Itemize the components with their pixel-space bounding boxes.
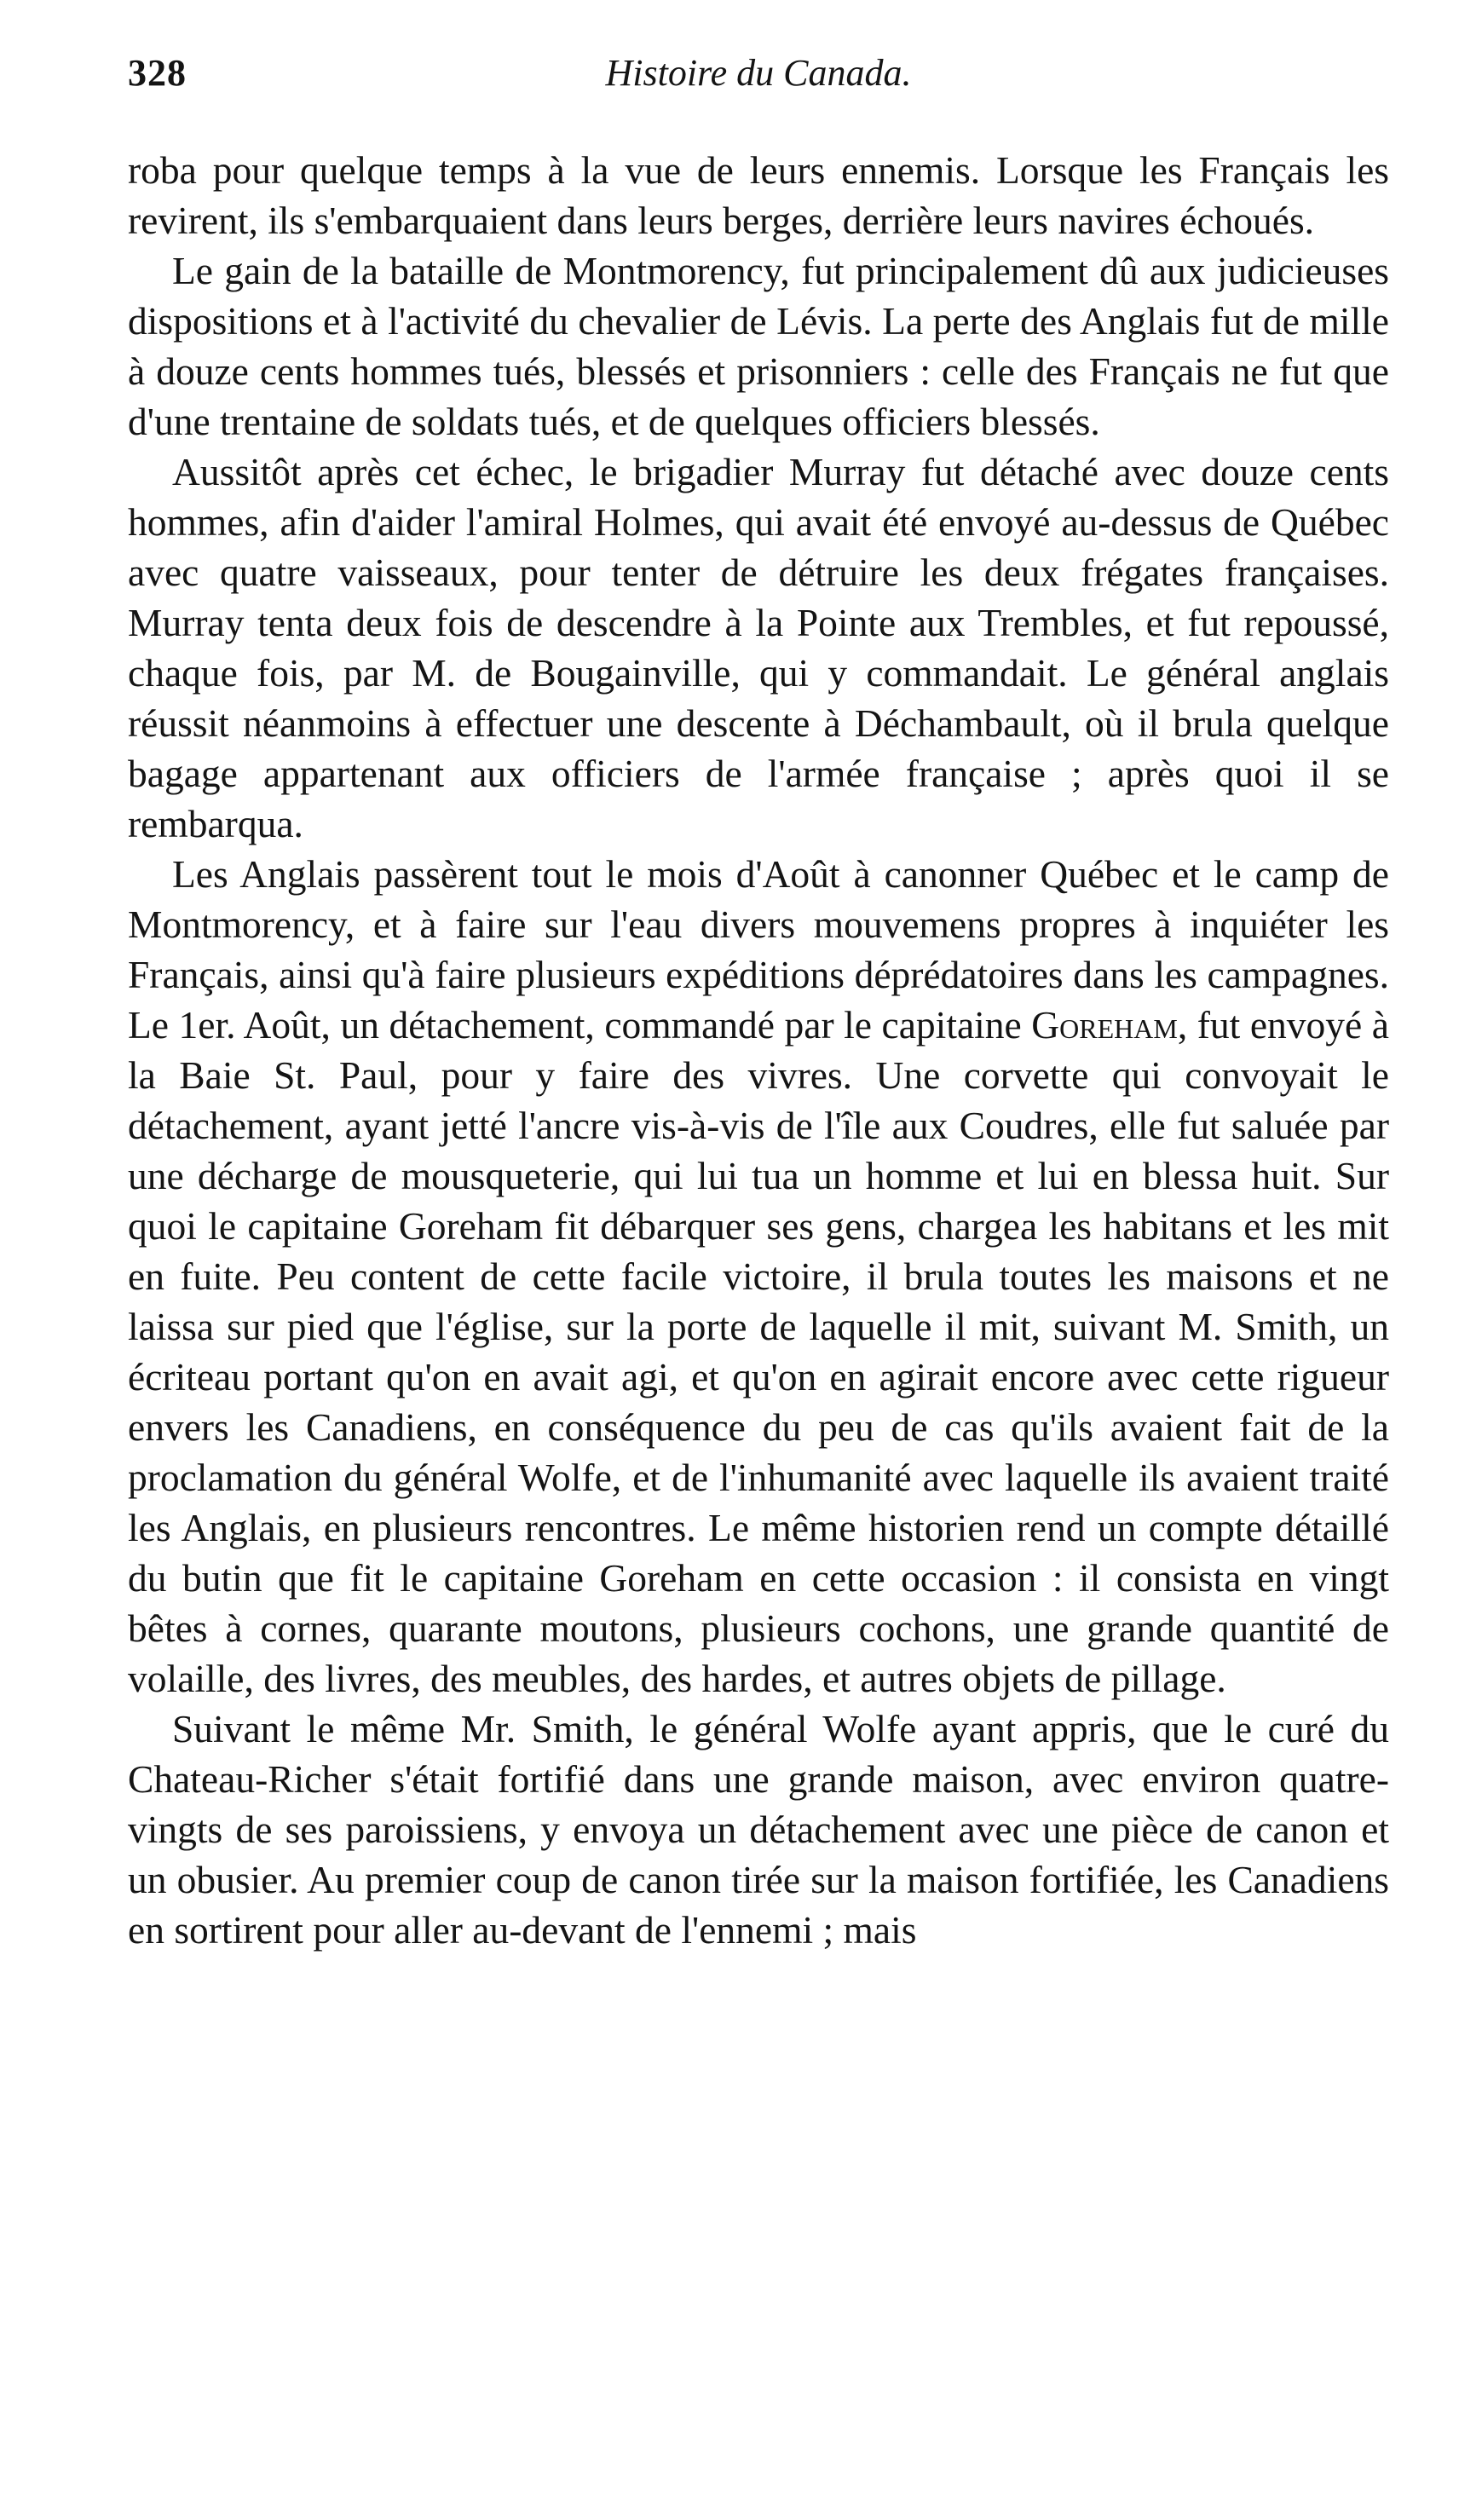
paragraph-text: Le gain de la bataille de Montmorency, fut principalement dû aux judicieuses dispositions et à l'activité du chevalier de Lévis. La perte des Anglais fut de mille à douze cents hommes tués, blessés et prisonniers : celle des Français ne fut que d'une trentaine de soldats tués, et de quelques officiers blessés. — [128, 249, 1389, 443]
paragraph-murray-detachment — [128, 447, 1389, 849]
paragraph-text: Suivant le même Mr. Smith, le général Wolfe ayant appris, que le curé du Chateau-Richer s'était fortifié dans une grande maison, avec environ quatre-vingts de ses paroissiens, y envoya un détachement avec une pièce de canon et un obusier. Au premier coup de canon tirée sur la maison fortifiée, les Canadiens en sortirent pour aller au-devant de l'ennemi ; mais — [128, 1707, 1389, 1952]
paragraph-text: , fut envoyé à la Baie St. Paul, pour y faire des vivres. Une corvette qui convoyait le détachement, ayant jetté l'ancre vis-à-vis de l'île aux Coudres, elle fut saluée par une décharge de mousqueterie, qui lui tua un homme et lui en blessa huit. Sur quoi le capitaine Goreham fit débarquer ses gens, chargea les habitans et les mit en fuite. Peu content de cette facile victoire, il brula toutes les maisons et ne laissa sur pied que l'église, sur la porte de laquelle il mit, suivant M. Smith, un écriteau portant qu'on en avait agi, et qu'on en agirait encore avec cette rigueur envers les Canadiens, en conséquence du peu de cas qu'ils avaient fait de la proclamation du général Wolfe, et de l'inhumanité avec laquelle ils avaient traité les Anglais, en plusieurs rencontres. Le même historien rend un compte détaillé du butin que fit le capitaine Goreham en cette occasion : il consista en vingt bêtes à cornes, quarante moutons, plusieurs cochons, une grande quantité de volaille, des livres, des meubles, des hardes, et autres objets de pillage. — [128, 1003, 1389, 1700]
paragraph-battle-montmorency — [128, 245, 1389, 447]
paragraph-text: Aussitôt après cet échec, le brigadier Murray fut détaché avec douze cents hommes, afin d'aider l'amiral Holmes, qui avait été envoyé au-dessus de Québec avec quatre vaisseaux, pour tenter de détruire les deux frégates françaises. Murray tenta deux fois de descendre à la Pointe aux Trembles, et fut repoussé, chaque fois, par M. de Bougainville, qui y commandait. Le général anglais réussit néanmoins à effectuer une descente à Déchambault, où il brula quelque bagage appartenant aux officiers de l'armée française ; après quoi il se rembarqua. — [128, 450, 1389, 845]
book-page — [128, 51, 1389, 1955]
running-title: Histoire du Canada. — [605, 52, 912, 94]
page-number: 328 — [128, 52, 187, 94]
paragraph-continuation — [128, 145, 1389, 245]
body-text — [128, 145, 1389, 1955]
paragraph-text: Les Anglais passèrent tout le mois d'Août à canonner Québec et le camp de Montmorency, et à faire sur l'eau divers mouvemens propres à inquiéter les Français, ainsi qu'à faire plusieurs expéditions déprédatoires dans les campagnes. Le 1er. Août, un détachement, commandé par le capitaine — [128, 852, 1389, 1047]
paragraph-chateau-richer — [128, 1704, 1389, 1955]
paragraph-august-bombardment — [128, 849, 1389, 1704]
captain-name-smallcaps: Goreham — [1031, 1003, 1178, 1047]
page-header — [128, 51, 1389, 111]
paragraph-text: roba pour quelque temps à la vue de leurs ennemis. Lorsque les Français les revirent, ils s'embarquaient dans leurs berges, derrière leurs navires échoués. — [128, 148, 1389, 242]
